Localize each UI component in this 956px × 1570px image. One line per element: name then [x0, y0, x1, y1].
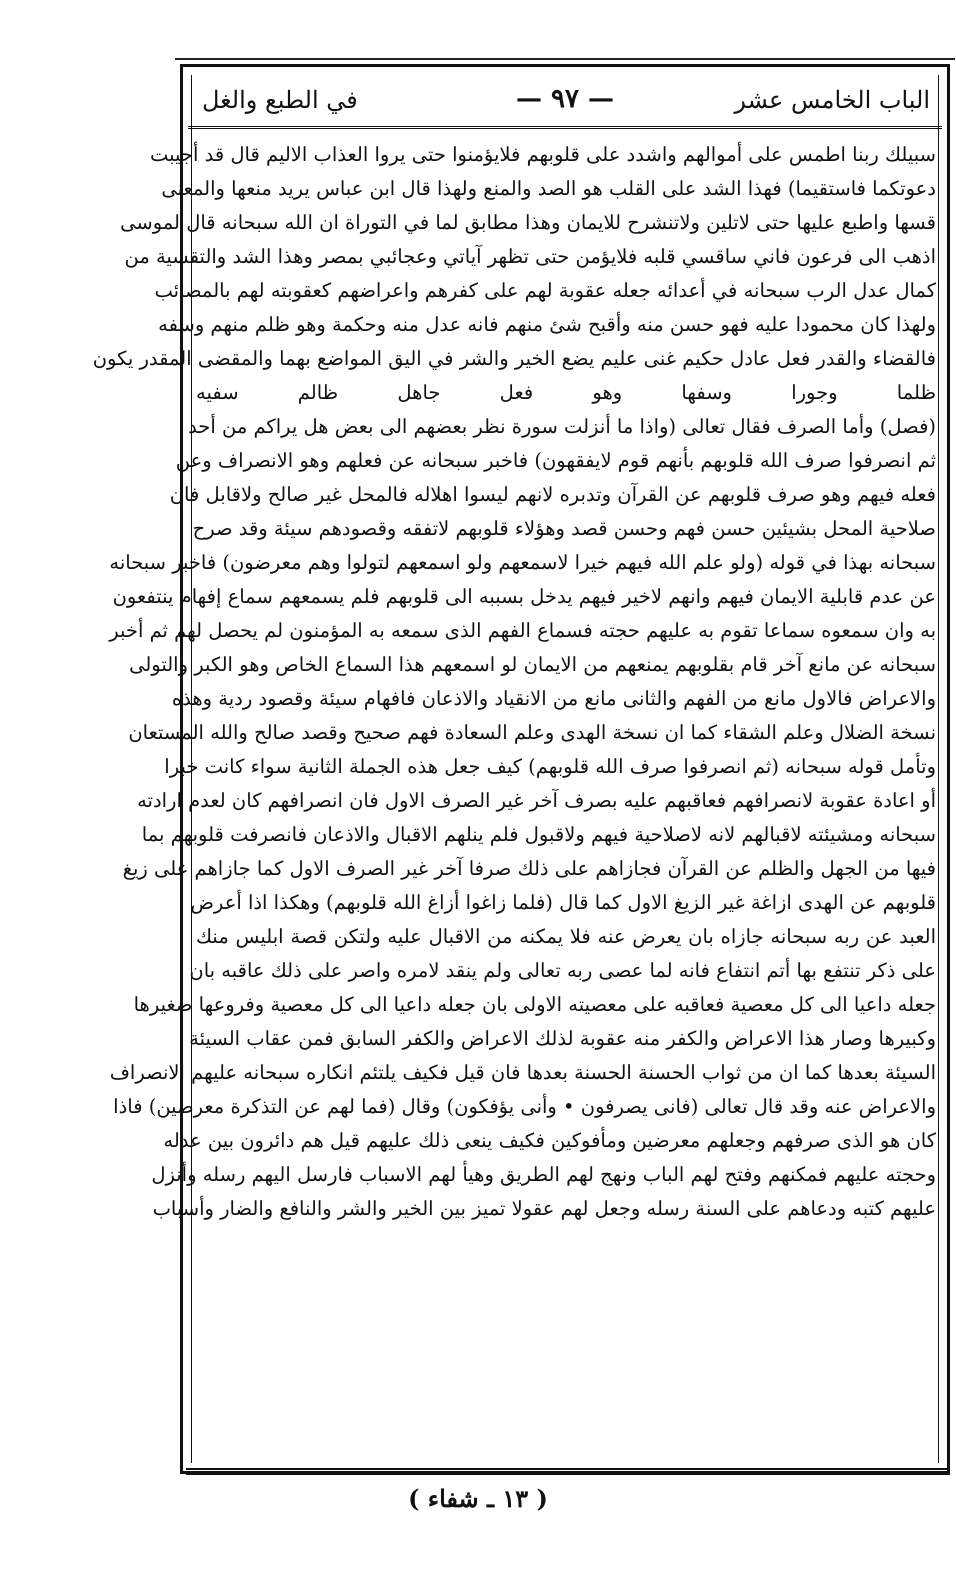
text-line: اذهب الى فرعون فاني ساقسي قلبه فلايؤمن حتى تظهر آياتي وعجائبي بمصر وهذا الشد والتقسية من	[124, 245, 936, 268]
text-line: سبحانه عن مانع آخر قام بقلوبهم يمنعهم من الايمان لو اسمعهم هذا السماع الخاص وهو الكبر والتولى	[129, 653, 936, 676]
section-topic: في الطبع والغل	[202, 86, 358, 114]
text-line: (فصل) وأما الصرف فقال تعالى (واذا ما أنزلت سورة نظر بعضهم الى بعض هل يراكم من أحد	[188, 415, 936, 438]
text-line: جعله داعيا الى كل معصية فعاقبه على معصيته الاولى بان جعله داعيا الى كل معصية وفروعها صغيرها	[133, 993, 936, 1016]
text-line: ولهذا كان محمودا عليه فهو حسن منه وأقبح شئ منهم فانه عدل منه وحكمة وهو ظلم منهم وسفه	[158, 313, 936, 336]
text-line: ثم انصرفوا صرف الله قلوبهم بأنهم قوم لايفقهون) فاخبر سبحانه عن فعلهم وهو الانصراف وعن	[175, 449, 936, 472]
text-line: وتأمل قوله سبحانه (ثم انصرفوا صرف الله قلوبهم) كيف جعل هذه الجملة الثانية سواء كانت خبرا	[164, 755, 936, 778]
signature-mark: ( ١٣ ـ شفاء )	[408, 1484, 548, 1513]
text-line: دعوتكما فاستقيما) فهذا الشد على القلب هو الصد والمنع ولهذا قال ابن عباس يريد منعها والمعنى	[161, 177, 936, 200]
text-line: على ذكر تنتفع بها أتم انتفاع فانه لما عصى ربه تعالى ولم ينقد لامره واصر على ذلك عاقبه بان	[189, 959, 936, 982]
text-line: صلاحية المحل بشيئين حسن فهم وحسن قصد وهؤلاء قلوبهم لاتفقه وقصودهم سيئة وقد صرح	[192, 517, 936, 540]
text-line: وحجته عليهم فمكنهم وفتح لهم الباب ونهج لهم الطريق وهيأ لهم الاسباب فارسل اليهم رسله وأنزل	[151, 1163, 936, 1186]
text-line: سبحانه بهذا في قوله (ولو علم الله فيهم خيرا لاسمعهم ولو اسمعهم لتولوا وهم معرضون) فاخبر سبحانه	[109, 551, 936, 574]
text-line: نسخة الضلال وعلم الشقاء كما ان نسخة الهدى وعلم السعادة فهم صحيح وقصد صالح والله المستعان	[128, 721, 936, 744]
text-line: فالقضاء والقدر فعل عادل حكيم غنى عليم يضع الخير والشر في اليق المواضع بهما والمقضى المقدر يكون	[92, 347, 936, 370]
page-number: — ٩٧ —	[515, 84, 615, 114]
text-line: سبحانه ومشيئته لاقبالهم لانه لاصلاحية فيهم ولاقبول فلم ينلهم الاقبال والاذعان فانصرفت قلوبهم بما	[141, 823, 936, 846]
text-line: السيئة بعدها كما ان من ثواب الحسنة الحسنة بعدها فان قيل فكيف يلتئم انكاره سبحانه عليهم الانصراف	[109, 1061, 936, 1084]
text-line: كمال عدل الرب سبحانه في أعدائه جعله عقوبة لهم على كفرهم واعراضهم كعقوبته لهم بالمصائب	[154, 279, 936, 302]
chapter-title: الباب الخامس عشر	[734, 86, 930, 114]
text-line: عليهم كتبه ودعاهم على السنة رسله وجعل لهم عقولا تميز بين الخير والشر والنافع والضار وأسباب	[152, 1197, 936, 1220]
text-line: العبد عن ربه سبحانه جازاه بان يعرض عنه فلا يمكنه من الاقبال عليه ولتكن قصة ابليس منك	[196, 925, 936, 948]
main-text	[92, 138, 936, 1458]
running-header	[188, 78, 942, 129]
text-line: والاعراض فالاول مانع من الفهم والثانى مانع من الانقياد والاذعان فافهام سيئة وقصود ردية وهذه	[171, 687, 936, 710]
text-line: سبيلك ربنا اطمس على أموالهم واشدد على قلوبهم فلايؤمنوا حتى يروا العذاب الاليم قال قد أجيبت	[150, 143, 936, 166]
text-line: به وان سمعوه سماعا تقوم به عليهم حجته فسماع الفهم الذى سمعه به المؤمنون لم يحصل لهم ثم أخبر	[109, 619, 936, 642]
text-line: فعله فيهم وهو صرف قلوبهم عن القرآن وتدبره لانهم ليسوا اهلاله فالمحل غير صالح ولاقابل فان	[169, 483, 936, 506]
bottom-rule	[186, 1468, 950, 1475]
text-line: كان هو الذى صرفهم وجعلهم معرضين ومأفوكين فكيف ينعى ذلك عليهم قيل هم دائرون بين عدله	[163, 1129, 936, 1152]
text-line: قلوبهم عن الهدى ازاغة غير الزيغ الاول كما قال (فلما زاغوا أزاغ الله قلوبهم) وهكذا اذا أعرض	[190, 891, 936, 914]
text-line: وكبيرها وصار هذا الاعراض والكفر منه عقوبة لذلك الاعراض والكفر السابق فمن عقاب السيئة	[189, 1027, 936, 1050]
text-line: والاعراض عنه وقد قال تعالى (فانى يصرفون • وأنى يؤفكون) وقال (فما لهم عن التذكرة معرضين) فاذا	[113, 1095, 936, 1118]
text-line: قسها واطبع عليها حتى لاتلين ولاتنشرح للايمان وهذا مطابق لما في التوراة ان الله سبحانه قال لموسى	[120, 211, 936, 234]
top-ornament-line	[175, 58, 955, 60]
text-line: أو اعادة عقوبة لانصرافهم فعاقبهم عليه بصرف آخر غير الصرف الاول فان انصرافهم كان لعدم ارادته	[137, 789, 936, 812]
text-line: عن عدم قابلية الايمان فيهم وانهم لاخير فيهم يدخل بسببه الى قلوبهم فلم يسمعهم سماع إفهام ينتفعون	[112, 585, 936, 608]
text-line: فيها من الجهل والظلم عن القرآن فجازاهم على ذلك صرفا آخر غير الصرف الاول كما جازاهم على زيغ	[122, 857, 936, 880]
text-line: ظلما وجورا وسفها وهو فعل جاهل ظالم سفيه	[196, 381, 936, 404]
